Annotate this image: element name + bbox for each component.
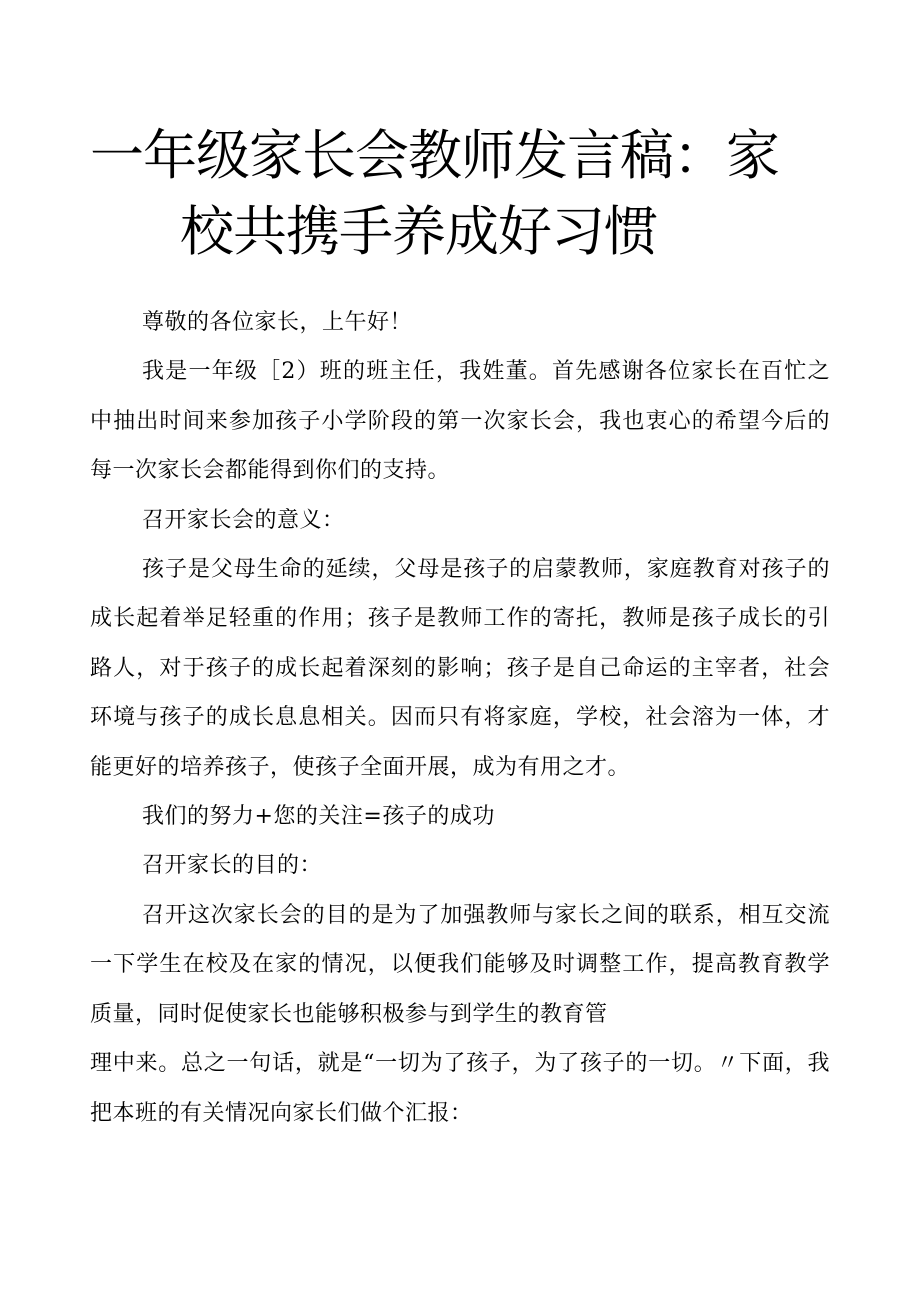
document-body [90, 298, 830, 1138]
purpose-heading: 召开家长的目的： [142, 853, 323, 879]
title-line-2: 校共携手养成好习惯 [180, 200, 657, 263]
greeting-paragraph: 尊敬的各位家长，上午好！ [142, 310, 413, 335]
meaning-paragraph: 孩子是父母生命的延续，父母是孩子的启蒙教师，家庭教育对孩子的成长起着举足轻重的作用；孩子是教师工作的寄托，教师是孩子成长的引路人，对于孩子的成长起着深刻的影响；孩子是自己命运的主宰者，社会环境与孩子的成长息息相关。因而只有将家庭，学校，社会溶为一体，才能更好的培养孩子，使孩子全面开展，成为有用之才。 [90, 557, 830, 780]
formula-line: 我们的努力+您的关注=孩子的成功 [142, 804, 495, 830]
purpose-paragraph: 召开这次家长会的目的是为了加强教师与家长之间的联系，相互交流一下学生在校及在家的情况，以便我们能够及时调整工作，提高教育教学质量，同时促使家长也能够积极参与到学生的教育管 [90, 902, 830, 1027]
purpose-paragraph-continued: 理中来。总之一句话，就是“一切为了孩子，为了孩子的一切。〃下面，我把本班的有关情况向家长们做个汇报： [90, 1051, 830, 1126]
title-line-1: 一年级家长会教师发言稿：家 [90, 124, 779, 187]
meaning-heading: 召开家长会的意义： [142, 507, 345, 533]
document-title [80, 118, 840, 270]
introduction-paragraph: 我是一年级［2）班的班主任，我姓董。首先感谢各位家长在百忙之中抽出时间来参加孩子小学阶段的第一次家长会，我也衷心的希望今后的每一次家长会都能得到你们的支持。 [90, 359, 830, 484]
